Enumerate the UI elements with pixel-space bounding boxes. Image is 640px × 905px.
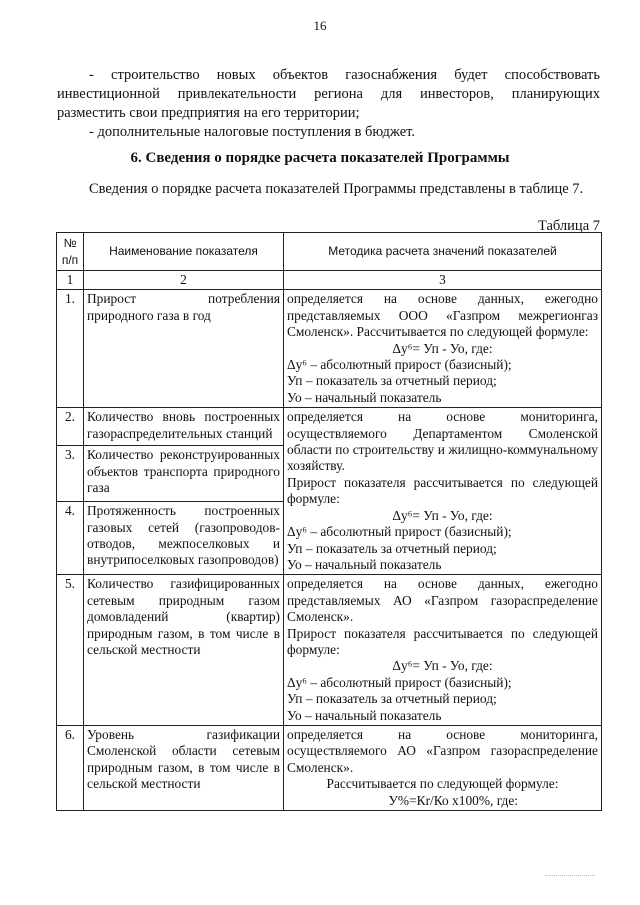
row-name: Количество реконструированных объектов транспорта природного газа	[84, 446, 284, 502]
method-formula: У%=Кr/Ко х100%, где:	[388, 792, 518, 808]
row-num: 3.	[57, 446, 84, 502]
legend-line: Уп – показатель за отчетный период;	[287, 540, 497, 556]
method-text: определяется на основе мониторинга, осуществляемого Департаментом Смоленской области по строительству и жилищно-коммунальному хозяйству.	[287, 409, 598, 474]
legend-line: Δу⁶ – абсолютный прирост (базисный);	[287, 357, 512, 373]
method-text: определяется на основе мониторинга, осуществляемого АО «Газпром газораспределение Смоленск».	[287, 726, 598, 775]
method-text: определяется на основе данных, ежегодно представляемых ООО «Газпром межрегионгаз Смоленск». Рассчитывается по следующей формуле:	[287, 291, 598, 340]
legend-line: Уп – показатель за отчетный период;	[287, 373, 497, 389]
header-number-1: 1	[57, 271, 84, 290]
table-caption: Таблица 7	[537, 218, 600, 234]
intro-block	[57, 66, 600, 142]
row-name: Количество вновь построенных газораспределительных станций	[84, 408, 284, 446]
method-text-2: Прирост показателя рассчитывается по следующей формуле:	[287, 625, 598, 657]
indicators-table	[56, 232, 602, 811]
legend-line: Δу⁶ – абсолютный прирост (базисный);	[287, 524, 512, 540]
header-num: № п/п	[57, 233, 84, 271]
method-formula: Δу⁶= Уп - Уо, где:	[392, 507, 493, 523]
table-row	[57, 408, 602, 446]
intro-line-2: - дополнительные налоговые поступления в бюджет.	[89, 124, 416, 140]
row-name: Уровень газификации Смоленской области сетевым природным газом, в том числе в сельской местности	[84, 725, 284, 810]
header-number-2: 2	[84, 271, 284, 290]
row-method	[284, 575, 602, 726]
header-number-3: 3	[284, 271, 602, 290]
table-row	[57, 575, 602, 726]
header-name: Наименование показателя	[84, 233, 284, 271]
legend-line: Уо – начальный показатель	[287, 707, 442, 723]
row-method	[284, 725, 602, 810]
method-text-2: Прирост показателя рассчитывается по следующей формуле:	[287, 474, 598, 507]
method-text-2: Рассчитывается по следующей формуле:	[326, 776, 559, 792]
row-name: Прирост потребления природного газа в год	[84, 290, 284, 408]
legend-line: Уп – показатель за отчетный период;	[287, 691, 497, 707]
row-num: 1.	[57, 290, 84, 408]
legend-line: Уо – начальный показатель	[287, 389, 442, 405]
table-row	[57, 290, 602, 408]
row-num: 5.	[57, 575, 84, 726]
method-formula: Δу⁶= Уп - Уо, где:	[392, 658, 493, 674]
table-header-numbers-row	[57, 271, 602, 290]
table-header-row	[57, 233, 602, 271]
method-text: определяется на основе данных, ежегодно представляемых АО «Газпром газораспределение Смоленск».	[287, 576, 598, 625]
section-heading: 6. Сведения о порядке расчета показателей Программы	[130, 150, 510, 166]
legend-line: Δу⁶ – абсолютный прирост (базисный);	[287, 674, 512, 690]
row-num: 2.	[57, 408, 84, 446]
row-num: 4.	[57, 502, 84, 575]
section-paragraph: Сведения о порядке расчета показателей Программы представлены в таблице 7.	[89, 181, 584, 197]
row-method-merged	[284, 408, 602, 575]
header-method: Методика расчета значений показателей	[284, 233, 602, 271]
row-name: Количество газифицированных сетевым природным газом домовладений (квартир) природным газом, в том числе в сельской местности	[84, 575, 284, 726]
footer-dotted-line	[545, 875, 595, 876]
intro-line-1: - строительство новых объектов газоснабжения будет способствовать инвестиционной привлекательности региона для инвесторов, планирующих разместить свои предприятия на его территории;	[57, 67, 600, 121]
row-num: 6.	[57, 725, 84, 810]
legend-line: Уо – начальный показатель	[287, 556, 442, 572]
row-name: Протяженность построенных газовых сетей (газопроводов-отводов, межпоселковых и внутрипоселковых газопроводов)	[84, 502, 284, 575]
row-method	[284, 290, 602, 408]
page-number: 16	[313, 18, 327, 33]
table-row	[57, 725, 602, 810]
method-formula: Δу⁶= Уп - Уо, где:	[392, 340, 493, 356]
